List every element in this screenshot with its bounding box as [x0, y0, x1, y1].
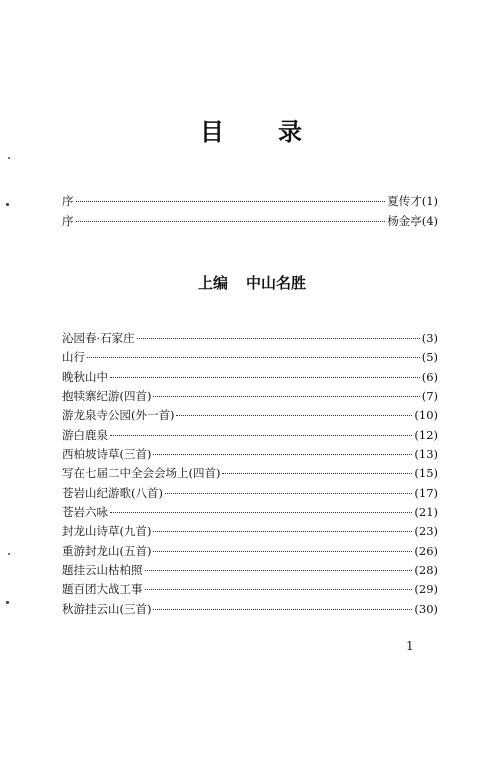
entry-page: (21): [414, 505, 438, 520]
toc-entry: [62, 601, 438, 620]
scan-speck: [6, 203, 9, 206]
entry-label: 苍岩山纪游歌(八首): [62, 485, 163, 500]
dot-leader: [76, 200, 386, 202]
entry-label: 苍岩六咏: [62, 505, 108, 520]
dot-leader: [165, 492, 412, 494]
toc-entry: [62, 581, 438, 600]
entry-page: (23): [414, 524, 438, 539]
entry-label: 序: [62, 194, 74, 208]
entry-page: (28): [414, 563, 438, 578]
dot-leader: [145, 588, 413, 590]
dot-leader: [137, 337, 420, 339]
section-part: 上编: [197, 274, 228, 292]
scan-speck: [8, 553, 10, 555]
dot-leader: [110, 376, 420, 378]
entry-label: 游白鹿泉: [62, 427, 108, 442]
dot-leader: [153, 550, 412, 552]
entry-label: 晚秋山中: [62, 369, 108, 384]
toc-entry: [62, 407, 438, 426]
title-char-right: 录: [278, 118, 304, 146]
page-title: [0, 112, 504, 147]
entry-page: 杨金亭(4): [387, 214, 438, 228]
entry-label: 题百团大战工事: [62, 582, 143, 597]
dot-leader: [153, 453, 412, 455]
entry-page: (12): [414, 427, 438, 442]
entry-page: (10): [414, 408, 438, 423]
dot-leader: [153, 608, 412, 610]
entry-label: 序: [62, 214, 74, 228]
entry-label: 重游封龙山(五首): [62, 543, 152, 558]
toc-entry: [62, 523, 438, 542]
entry-label: 题挂云山枯柏照: [62, 563, 143, 578]
toc-entry: [62, 465, 438, 484]
title-char-left: 目: [200, 118, 226, 146]
entry-label: 沁园春·石家庄: [62, 331, 135, 345]
scan-speck: [8, 157, 10, 159]
entry-page: (7): [421, 389, 438, 404]
toc-entry: [62, 446, 438, 465]
dot-leader: [110, 434, 412, 436]
entry-page: (26): [414, 543, 438, 558]
toc-entry: [62, 330, 438, 349]
toc-entry: [62, 562, 438, 581]
toc-entry: [62, 543, 438, 562]
toc-entry: [62, 485, 438, 504]
dot-leader: [76, 220, 386, 222]
toc-entry: [62, 388, 438, 407]
entry-label: 抱犊寨纪游(四首): [62, 389, 152, 404]
entry-label: 秋游挂云山(三首): [62, 601, 152, 616]
dot-leader: [153, 530, 412, 532]
preface-entry: [62, 193, 438, 213]
toc-entry: [62, 369, 438, 388]
toc-entry: [62, 349, 438, 368]
scan-speck: [6, 601, 9, 604]
entry-page: 夏传才(1): [387, 194, 438, 208]
entry-label: 西柏坡诗草(三首): [62, 447, 152, 462]
section-heading: [0, 272, 504, 293]
dot-leader: [176, 414, 412, 416]
toc-entry: [62, 504, 438, 523]
preface-entry: [62, 213, 438, 233]
entry-page: (5): [421, 350, 438, 365]
dot-leader: [145, 569, 413, 571]
page-number: 1: [406, 639, 414, 653]
entry-page: (29): [414, 582, 438, 597]
dot-leader: [110, 511, 412, 513]
preface-list: [62, 193, 438, 233]
dot-leader: [222, 472, 412, 474]
toc-list: [62, 330, 438, 620]
entry-page: (30): [414, 601, 438, 616]
dot-leader: [153, 395, 419, 397]
entry-page: (13): [414, 447, 438, 462]
entry-label: 封龙山诗草(九首): [62, 524, 152, 539]
entry-page: (15): [414, 466, 438, 481]
entry-page: (3): [421, 331, 438, 345]
toc-entry: [62, 427, 438, 446]
entry-label: 山行: [62, 350, 85, 365]
entry-label: 写在七届二中全会会场上(四首): [62, 466, 221, 481]
entry-label: 游龙泉寺公园(外一首): [62, 408, 175, 423]
entry-page: (6): [421, 369, 438, 384]
entry-page: (17): [414, 485, 438, 500]
dot-leader: [87, 356, 420, 358]
section-name: 中山名胜: [246, 274, 307, 292]
